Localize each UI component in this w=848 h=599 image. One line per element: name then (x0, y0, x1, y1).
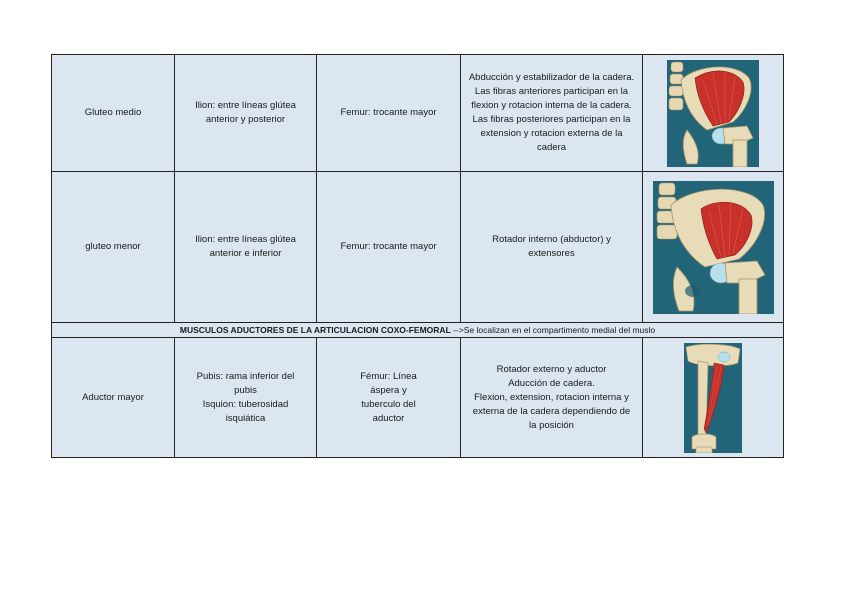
illustration-cell (643, 338, 784, 458)
table-row (52, 55, 784, 172)
function-cell (461, 338, 643, 458)
origin-cell (175, 172, 317, 323)
origin-text: Pubis: rama inferior del pubis Isquion: tuberosidad isquiática (196, 370, 295, 424)
muscle-name: gluteo menor (85, 241, 141, 252)
insertion-cell (317, 55, 461, 172)
section-title: MUSCULOS ADUCTORES DE LA ARTICULACION COXO-FEMORAL (179, 325, 451, 335)
muscle-name-cell (52, 338, 175, 458)
function-text: Rotador externo y aductor Aducción de cadera. Flexion, extension, rotacion interna y externa de la cadera dependiendo de la posición (472, 363, 631, 431)
muscle-name: Aductor mayor (82, 391, 144, 403)
origin-cell (175, 55, 317, 172)
adductor-magnus-illustration (684, 343, 742, 453)
gluteus-minimus-illustration (653, 181, 774, 314)
section-note: -->Se localizan en el compartimento medial del muslo (450, 325, 656, 335)
section-header-row (52, 323, 784, 338)
insertion-text: Femur: trocante mayor (340, 241, 437, 252)
origin-cell (175, 338, 317, 458)
insertion-text: Fémur: Línea áspera y tuberculo del aductor (360, 370, 417, 424)
illustration-cell (643, 55, 784, 172)
function-cell (461, 172, 643, 323)
muscle-table (51, 54, 784, 458)
insertion-cell (317, 172, 461, 323)
origin-text: Ilion: entre líneas glútea anterior e inferior (195, 234, 296, 259)
muscle-name-cell (52, 172, 175, 323)
illustration-cell (643, 172, 784, 323)
muscle-name: Gluteo medio (84, 107, 142, 118)
function-cell (461, 55, 643, 172)
table-row (52, 338, 784, 458)
muscle-name-cell (52, 55, 175, 172)
function-text: Rotador interno (abductor) y extensores (492, 234, 611, 259)
table-row (52, 172, 784, 323)
insertion-cell (317, 338, 461, 458)
origin-text: Ilion: entre líneas glútea anterior y posterior (195, 100, 296, 125)
function-text: Abducción y estabilizador de la cadera. Las fibras anteriores participan en la flexion y rotacion interna de la cadera. Las fibras posteriores participan en la extension y rotacion externa de la cadera (468, 72, 635, 153)
insertion-text: Femur: trocante mayor (340, 107, 437, 118)
section-header (52, 323, 784, 338)
gluteus-medius-illustration (667, 60, 759, 167)
